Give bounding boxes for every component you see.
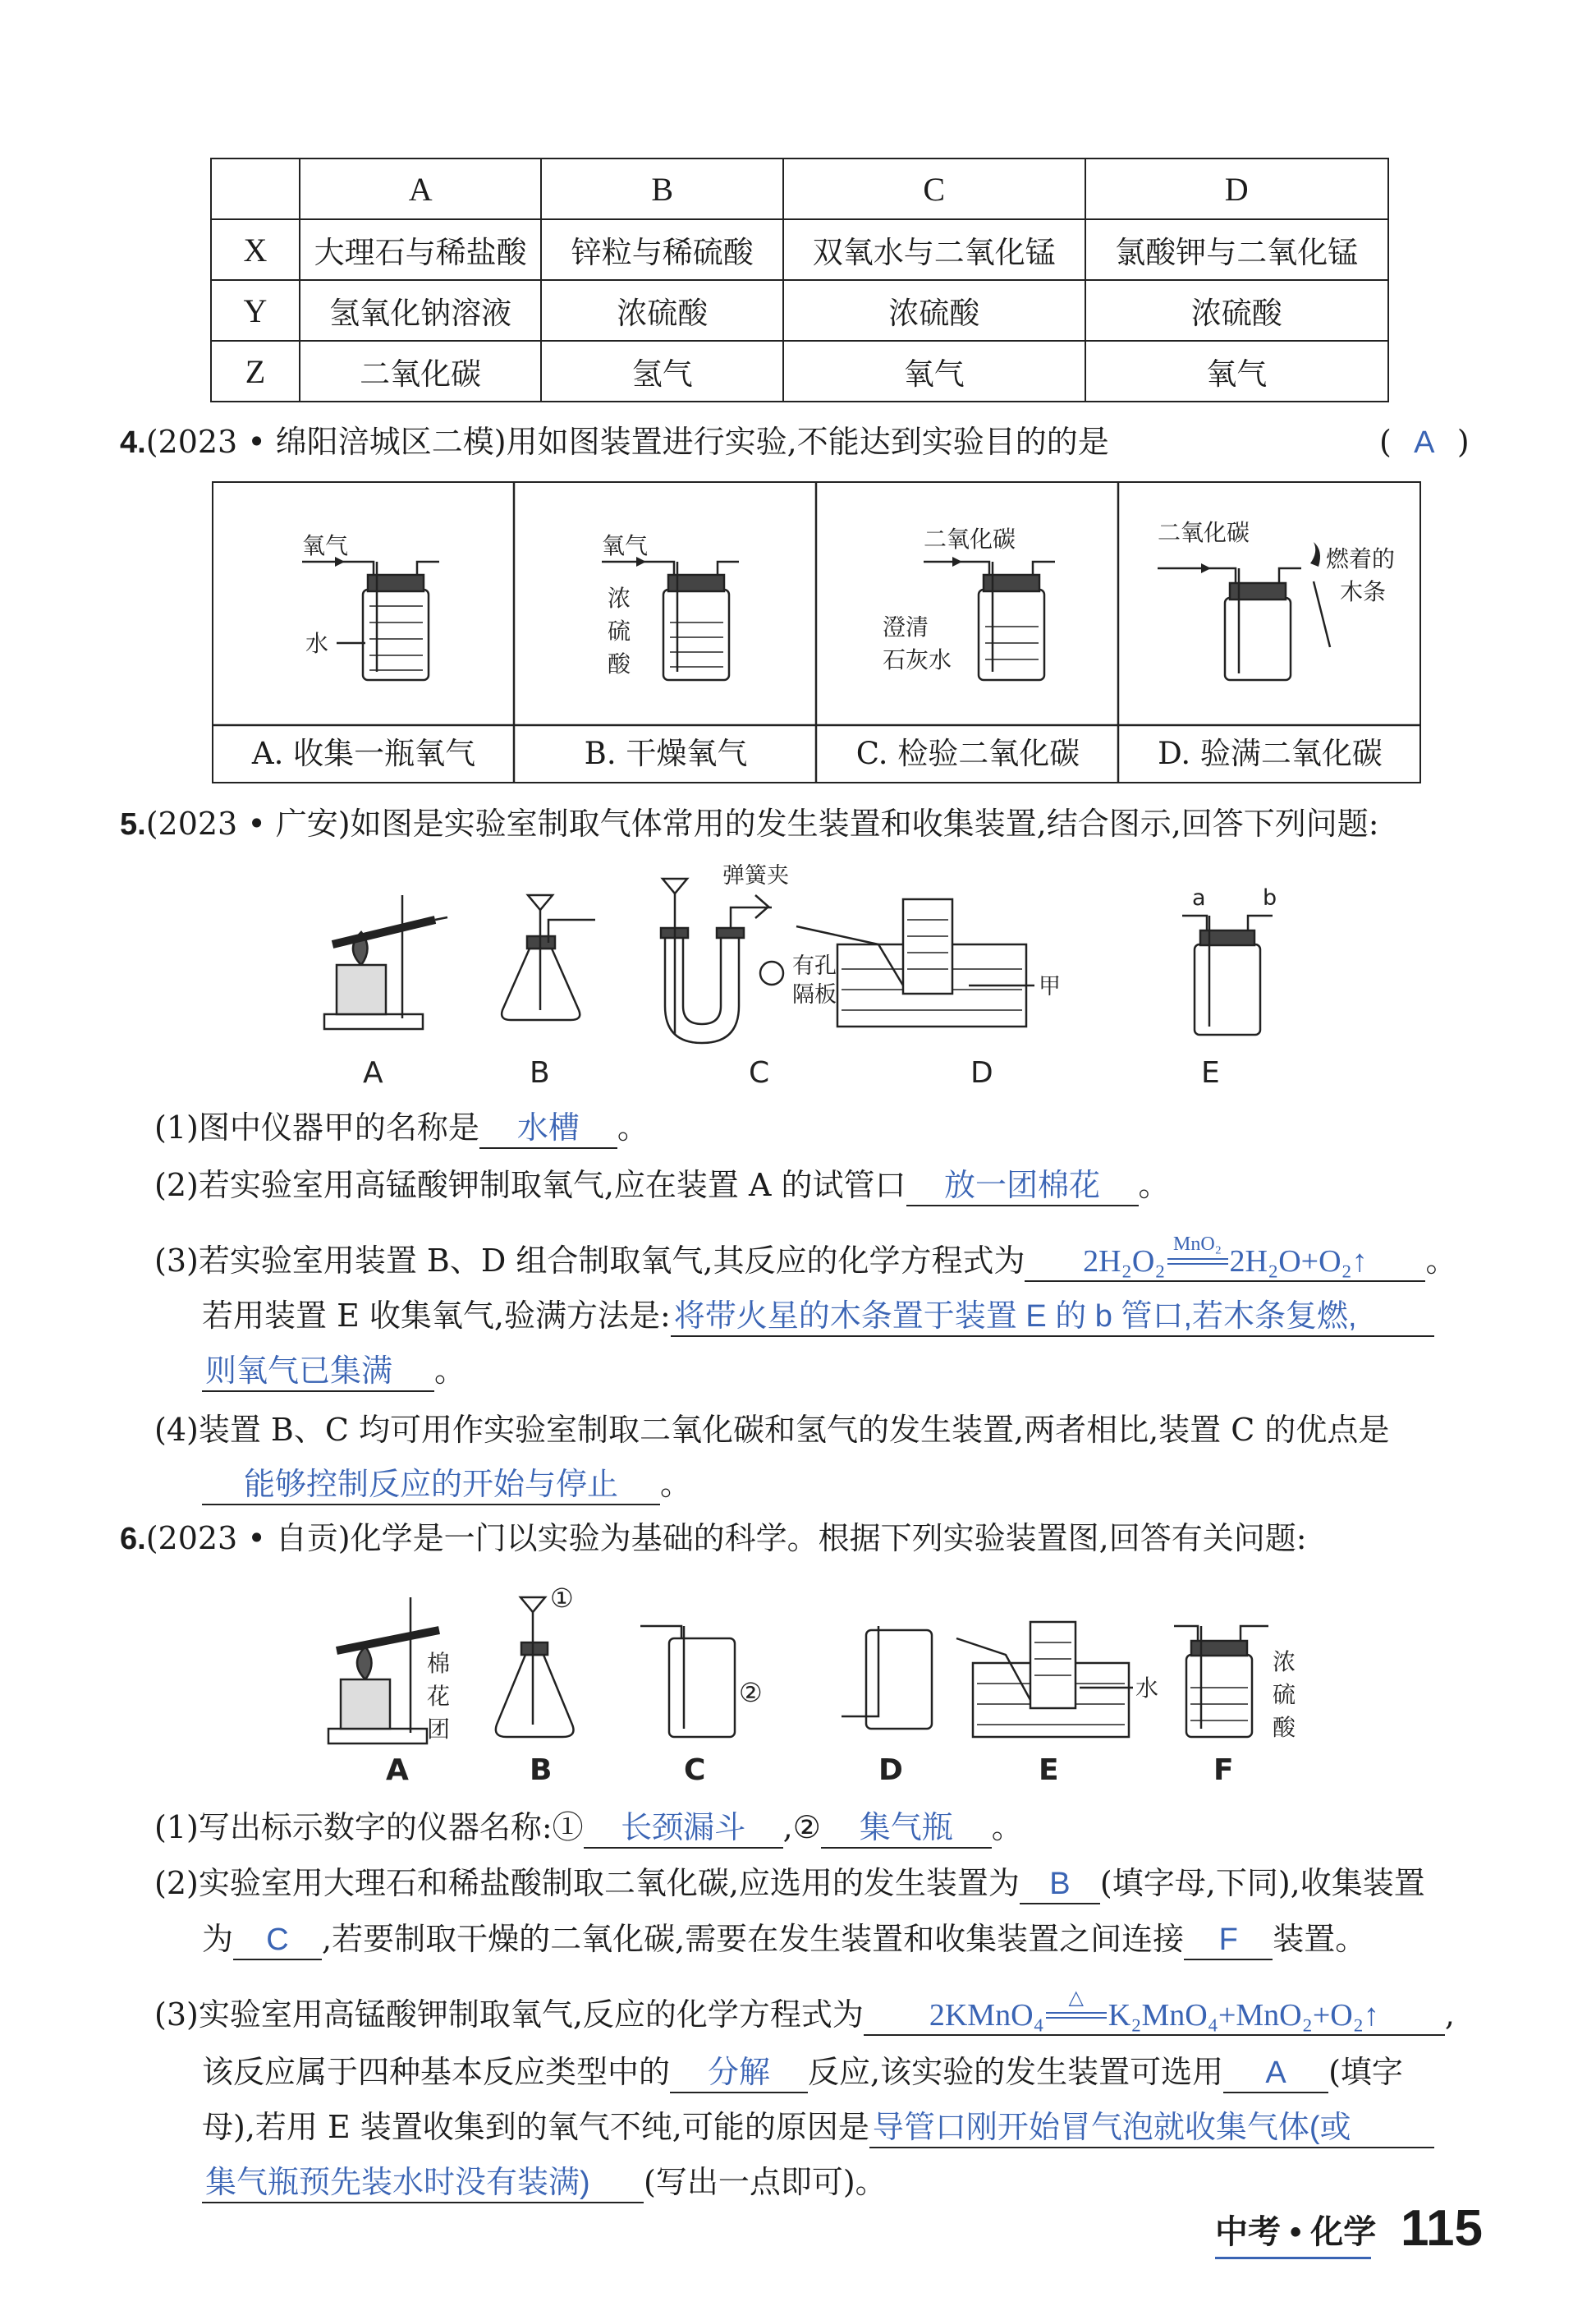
q6-answer-2a: B bbox=[1020, 1867, 1100, 1904]
table-cell: 二氧化碳 bbox=[300, 341, 542, 402]
q4-figure-grid bbox=[212, 481, 1421, 783]
q6-sub2: (2)实验室用大理石和稀盐酸制取二氧化碳,应选用的发生装置为 B (填字母,下同),收集装置 bbox=[154, 1854, 1425, 1912]
q6-sub3b: 该反应属于四种基本反应类型中的 分解 反应,该实验的发生装置可选用 A (填字 bbox=[202, 2043, 1403, 2101]
table-row-label: X bbox=[211, 219, 300, 280]
label-oxygen-b: 氧气 bbox=[602, 532, 649, 559]
bottle-a-icon bbox=[337, 562, 439, 680]
q6-answer-1b: 集气瓶 bbox=[821, 1811, 992, 1849]
label-b-port: b bbox=[1263, 885, 1277, 911]
table-row bbox=[211, 280, 1388, 341]
table-cell: 浓硫酸 bbox=[783, 280, 1085, 341]
q4-number: 4. bbox=[120, 425, 146, 460]
label-cotton-2: 花 bbox=[427, 1683, 451, 1710]
label-water-6: 水 bbox=[1135, 1675, 1159, 1702]
fig6-label-a: A bbox=[386, 1753, 409, 1787]
q6-equation: 2KMnO₄ △ K₂MnO₄+MnO₂+O₂↑ bbox=[864, 1998, 1445, 2036]
reaction-arrow: MnO₂ bbox=[1167, 1258, 1228, 1271]
q5-sub4b: 能够控制反应的开始与停止 。 bbox=[202, 1455, 691, 1513]
q4-stem bbox=[120, 413, 1109, 471]
footer-underline bbox=[1215, 2257, 1371, 2259]
label-water: 水 bbox=[305, 630, 329, 657]
q6-number: 6. bbox=[120, 1522, 146, 1556]
fig5-label-c: C bbox=[749, 1056, 770, 1090]
q6-sub1: (1)写出标示数字的仪器名称:① 长颈漏斗 ,② 集气瓶 。 bbox=[154, 1799, 1023, 1856]
q5-sub1: (1)图中仪器甲的名称是 水槽 。 bbox=[154, 1099, 649, 1156]
label-burning: 燃着的 bbox=[1326, 545, 1396, 572]
q6-apparatus-figure bbox=[316, 1573, 1326, 1819]
caption-a: A. 收集一瓶氧气 bbox=[251, 736, 476, 771]
label-acid: 酸 bbox=[608, 650, 631, 678]
q6-answer-3a: 分解 bbox=[670, 2056, 808, 2093]
label-a-port: a bbox=[1192, 885, 1206, 911]
table-cell: 双氧水与二氧化锰 bbox=[783, 219, 1085, 280]
label-clear: 澄清 bbox=[883, 613, 929, 641]
table-header: B bbox=[541, 158, 783, 219]
label-stick: 木条 bbox=[1340, 578, 1387, 605]
label-acid-3: 酸 bbox=[1273, 1714, 1296, 1741]
label-jia: 甲 bbox=[1039, 974, 1061, 999]
q5-sub3b: 若用装置 E 收集氧气,验满方法是: 将带火星的木条置于装置 E 的 b 管口,若木条复燃, bbox=[202, 1287, 1434, 1344]
label-perforated-2: 隔板 bbox=[792, 982, 837, 1008]
fig5-label-e: E bbox=[1201, 1056, 1220, 1090]
q5-answer-4: 能够控制反应的开始与停止 bbox=[202, 1468, 660, 1505]
q6-answer-2c: F bbox=[1184, 1923, 1273, 1960]
q5-answer-3a: 将带火星的木条置于装置 E 的 b 管口,若木条复燃, bbox=[671, 1299, 1434, 1337]
paren-open: ( bbox=[1379, 424, 1392, 460]
footer-subject: 中考 • 化学 bbox=[1215, 2214, 1377, 2250]
label-co2-d: 二氧化碳 bbox=[1158, 519, 1250, 546]
table-header-row bbox=[211, 158, 1388, 219]
q6-sub3c: 母),若用 E 装置收集到的氧气不纯,可能的原因是 导管口刚开始冒气泡就收集气体(或 bbox=[202, 2098, 1434, 2156]
apparatus-6b-icon bbox=[496, 1597, 574, 1737]
label-spring-clip: 弹簧夹 bbox=[722, 863, 789, 889]
q5-answer-3b: 则氧气已集满 bbox=[202, 1354, 434, 1392]
apparatus-e-icon bbox=[1182, 916, 1273, 1035]
fig5-label-b: B bbox=[530, 1056, 550, 1090]
apparatus-6d-icon bbox=[842, 1626, 932, 1729]
table-cell: 氯酸钾与二氧化锰 bbox=[1085, 219, 1389, 280]
q4-stem-text: (2023 • 绵阳涪城区二模)用如图装置进行实验,不能达到实验目的的是 bbox=[145, 424, 1109, 460]
caption-c: C. 检验二氧化碳 bbox=[855, 736, 1080, 771]
apparatus-6a-icon bbox=[328, 1597, 439, 1743]
q6-sub2b: 为 C ,若要制取干燥的二氧化碳,需要在发生装置和收集装置之间连接 F 装置。 bbox=[202, 1910, 1366, 1968]
fig6-label-e: E bbox=[1039, 1753, 1059, 1787]
label-limewater: 石灰水 bbox=[883, 646, 952, 673]
reaction-arrow: △ bbox=[1046, 2012, 1107, 2025]
fig6-label-b: B bbox=[530, 1753, 553, 1787]
apparatus-6c-icon bbox=[640, 1626, 735, 1737]
table-header: D bbox=[1085, 158, 1389, 219]
q5-number: 5. bbox=[120, 807, 146, 842]
q5-sub3: (3)若实验室用装置 B、D 组合制取氧气,其反应的化学方程式为 2H₂O₂ MnO₂ 2H₂O+O₂↑ 。 bbox=[154, 1232, 1456, 1289]
label-cotton-1: 棉 bbox=[427, 1650, 451, 1677]
q5-sub3c: 则氧气已集满 。 bbox=[202, 1342, 466, 1399]
q5-equation: 2H₂O₂ MnO₂ 2H₂O+O₂↑ bbox=[1025, 1244, 1425, 1282]
q5-sub4: (4)装置 B、C 均可用作实验室制取二氧化碳和氢气的发生装置,两者相比,装置 C 的优点是 bbox=[154, 1412, 1390, 1448]
q5-sub2: (2)若实验室用高锰酸钾制取氧气,应在装置 A 的试管口 放一团棉花 。 bbox=[154, 1156, 1170, 1214]
table-header: C bbox=[783, 158, 1085, 219]
apparatus-c-icon bbox=[661, 879, 783, 1043]
table-cell: 浓硫酸 bbox=[1085, 280, 1389, 341]
caption-b: B. 干燥氧气 bbox=[584, 736, 748, 771]
q5-stem bbox=[120, 795, 1379, 853]
table-cell: 氢氧化钠溶液 bbox=[300, 280, 542, 341]
bottle-c-icon bbox=[956, 562, 1055, 680]
label-co2-c: 二氧化碳 bbox=[924, 526, 1016, 553]
table-cell: 氧气 bbox=[783, 341, 1085, 402]
table-cell: 氧气 bbox=[1085, 341, 1389, 402]
q6-answer-3d: 集气瓶预先装水时没有装满) bbox=[202, 2166, 644, 2203]
q5-stem-text: (2023 • 广安)如图是实验室制取气体常用的发生装置和收集装置,结合图示,回答下列问题: bbox=[145, 806, 1379, 842]
label-oxygen-a: 氧气 bbox=[302, 532, 349, 559]
flame-icon bbox=[1310, 542, 1320, 567]
q6-answer-3b: A bbox=[1223, 2056, 1328, 2093]
caption-d: D. 验满二氧化碳 bbox=[1158, 736, 1383, 771]
q5-answer-1: 水槽 bbox=[479, 1111, 617, 1149]
label-acid-2: 硫 bbox=[1273, 1681, 1296, 1708]
bottle-d-icon bbox=[1207, 568, 1330, 680]
fig5-label-d: D bbox=[970, 1056, 993, 1090]
label-cotton-3: 团 bbox=[427, 1716, 451, 1743]
table-row-label: Z bbox=[211, 341, 300, 402]
q6-answer-1a: 长颈漏斗 bbox=[584, 1811, 783, 1849]
label-circle-2: ② bbox=[739, 1677, 763, 1708]
table-header: A bbox=[300, 158, 542, 219]
table-cell: 锌粒与稀硫酸 bbox=[541, 219, 783, 280]
q6-sub3d: 集气瓶预先装水时没有装满) (写出一点即可)。 bbox=[202, 2153, 887, 2211]
table-header bbox=[211, 158, 300, 219]
bottle-b-icon bbox=[640, 562, 739, 680]
table-cell: 大理石与稀盐酸 bbox=[300, 219, 542, 280]
page-number: 115 bbox=[1401, 2200, 1484, 2257]
fig6-label-d: D bbox=[878, 1753, 903, 1787]
label-circle-1: ① bbox=[550, 1583, 574, 1614]
apparatus-6e-icon bbox=[956, 1622, 1133, 1737]
apparatus-a-icon bbox=[324, 895, 447, 1029]
table-cell: 氢气 bbox=[541, 341, 783, 402]
options-table bbox=[210, 158, 1389, 402]
q5-answer-2: 放一团棉花 bbox=[906, 1169, 1139, 1206]
q4-answer-paren bbox=[1379, 413, 1470, 471]
fig6-label-f: F bbox=[1213, 1753, 1234, 1787]
label-conc: 浓 bbox=[608, 585, 631, 612]
q6-answer-3c: 导管口刚开始冒气泡就收集气体(或 bbox=[869, 2111, 1434, 2148]
label-perforated-1: 有孔 bbox=[792, 953, 837, 979]
apparatus-b-icon bbox=[502, 895, 595, 1020]
table-cell: 浓硫酸 bbox=[541, 280, 783, 341]
q6-sub3: (3)实验室用高锰酸钾制取氧气,反应的化学方程式为 2KMnO₄ △ K₂MnO₄+MnO₂+O₂↑ , bbox=[154, 1986, 1455, 2043]
q6-answer-2b: C bbox=[233, 1923, 322, 1960]
table-row bbox=[211, 219, 1388, 280]
apparatus-6f-icon bbox=[1174, 1626, 1268, 1737]
label-sulf: 硫 bbox=[608, 618, 631, 645]
q6-stem bbox=[120, 1509, 1307, 1568]
label-acid-1: 浓 bbox=[1273, 1648, 1296, 1675]
table-row-label: Y bbox=[211, 280, 300, 341]
fig5-label-a: A bbox=[363, 1056, 383, 1090]
paren-close: ) bbox=[1456, 424, 1470, 460]
q5-apparatus-figure bbox=[312, 862, 1346, 1100]
q4-answer: A bbox=[1414, 425, 1435, 460]
fig6-label-c: C bbox=[684, 1753, 706, 1787]
table-row bbox=[211, 341, 1388, 402]
q6-stem-text: (2023 • 自贡)化学是一门以实验为基础的科学。根据下列实验装置图,回答有关问题: bbox=[145, 1520, 1307, 1556]
